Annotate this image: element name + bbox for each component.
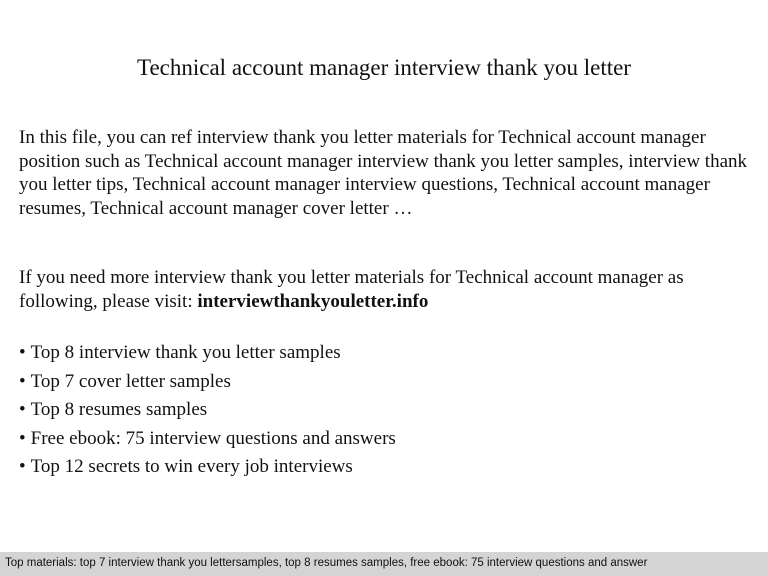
bullet-icon: • — [19, 456, 26, 477]
list-item-label: Top 8 resumes samples — [30, 399, 208, 420]
bullet-icon: • — [19, 342, 26, 363]
list-item — [19, 339, 759, 368]
list-item-label: Top 12 secrets to win every job interviews — [30, 456, 353, 477]
page-title: Technical account manager interview thank you letter — [137, 55, 631, 80]
visit-paragraph — [19, 266, 759, 313]
bullet-icon: • — [19, 427, 26, 449]
visit-paragraph-text: If you need more interview thank you letter materials for Technical account manager as following, please visit: — [19, 267, 684, 312]
list-item — [19, 368, 759, 397]
list-item — [19, 425, 759, 454]
list-item-label: Top 8 interview thank you letter samples — [30, 342, 341, 363]
list-item — [19, 453, 759, 482]
list-item-label: Free ebook: 75 interview questions and answers — [30, 427, 396, 449]
intro-paragraph: In this file, you can ref interview thank you letter materials for Technical account manager position such as Technical account manager interview thank you letter samples, interview thank you letter tips, Technical account manager interview questions, Technical account manager resumes, Technical account manager cover letter … — [19, 127, 748, 219]
list-item — [19, 396, 759, 425]
bullet-icon: • — [19, 370, 26, 392]
website-link[interactable]: interviewthankyouletter.info — [197, 290, 429, 312]
bullet-icon: • — [19, 399, 26, 420]
list-item-label: Top 7 cover letter samples — [30, 370, 231, 392]
footer-bar: Top materials: top 7 interview thank you lettersamples, top 8 resumes samples, free ebook: 75 interview questions and answer — [0, 552, 768, 576]
materials-list — [19, 339, 759, 482]
